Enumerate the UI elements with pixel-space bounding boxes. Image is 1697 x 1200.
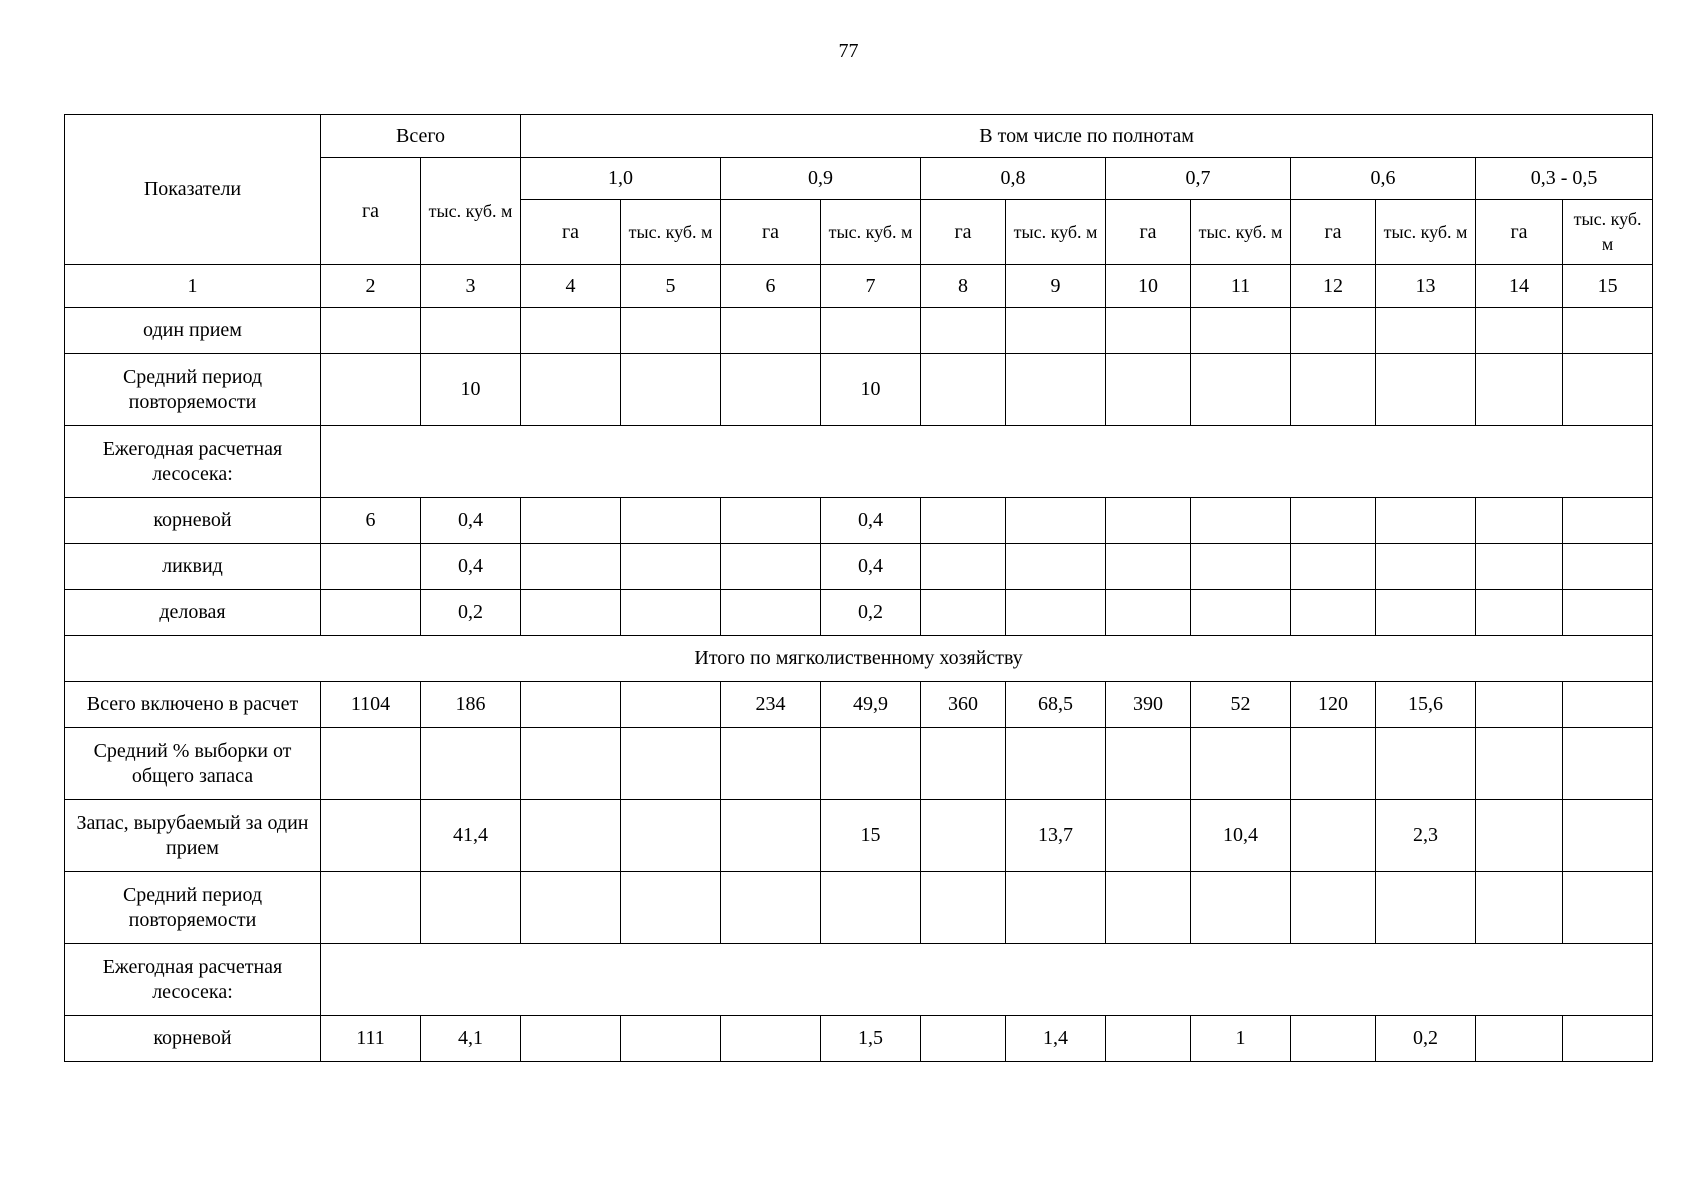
table-cell <box>621 308 721 354</box>
table-cell <box>521 544 621 590</box>
table-cell <box>721 1016 821 1062</box>
header-density-2: 0,9 <box>721 158 921 200</box>
table-cell <box>1563 728 1653 800</box>
table-row <box>65 800 1653 872</box>
table-cell <box>921 354 1006 426</box>
table-cell <box>1291 354 1376 426</box>
table-cell <box>621 354 721 426</box>
column-number: 11 <box>1191 265 1291 308</box>
column-number: 2 <box>321 265 421 308</box>
table-cell: 1,4 <box>1006 1016 1106 1062</box>
table-cell <box>1376 498 1476 544</box>
table-cell: 186 <box>421 682 521 728</box>
table-row <box>65 682 1653 728</box>
header-unit-volume: тыс. куб. м <box>1563 200 1653 265</box>
table-cell <box>921 1016 1006 1062</box>
table-cell <box>821 872 921 944</box>
table-cell <box>1106 590 1191 636</box>
header-row-1 <box>65 115 1653 158</box>
table-cell: 0,4 <box>821 544 921 590</box>
table-cell <box>721 800 821 872</box>
table-cell <box>321 728 421 800</box>
table-cell <box>1106 800 1191 872</box>
table-cell <box>1106 1016 1191 1062</box>
table-cell <box>421 308 521 354</box>
table-cell <box>1191 544 1291 590</box>
table-cell <box>921 308 1006 354</box>
table-cell <box>1476 544 1563 590</box>
table-cell <box>921 728 1006 800</box>
header-unit-volume: тыс. куб. м <box>1006 200 1106 265</box>
table-cell <box>821 728 921 800</box>
column-number: 5 <box>621 265 721 308</box>
table-cell: 0,4 <box>821 498 921 544</box>
table-cell: 0,4 <box>421 544 521 590</box>
table-row-group-heading <box>65 426 1653 498</box>
table-cell <box>1476 590 1563 636</box>
header-total: Всего <box>321 115 521 158</box>
table-cell <box>1006 872 1106 944</box>
header-unit-area: га <box>721 200 821 265</box>
table-cell <box>1106 308 1191 354</box>
table-cell <box>1563 1016 1653 1062</box>
table-cell <box>521 1016 621 1062</box>
header-density-1: 1,0 <box>521 158 721 200</box>
row-label: корневой <box>65 498 321 544</box>
table-cell <box>1476 728 1563 800</box>
header-unit-volume: тыс. куб. м <box>1376 200 1476 265</box>
table-row <box>65 1016 1653 1062</box>
table-cell <box>921 800 1006 872</box>
table-cell: 234 <box>721 682 821 728</box>
table-cell <box>1376 354 1476 426</box>
table-cell <box>621 1016 721 1062</box>
table-cell <box>521 682 621 728</box>
column-number: 6 <box>721 265 821 308</box>
header-density-4: 0,7 <box>1106 158 1291 200</box>
table-cell: 10 <box>421 354 521 426</box>
table-cell <box>721 728 821 800</box>
table-cell <box>1476 354 1563 426</box>
table-cell <box>1376 590 1476 636</box>
header-density-5: 0,6 <box>1291 158 1476 200</box>
table-cell <box>1191 728 1291 800</box>
table-cell <box>521 728 621 800</box>
table-cell <box>1106 728 1191 800</box>
table-cell <box>321 872 421 944</box>
table-cell <box>1476 1016 1563 1062</box>
table-cell <box>421 728 521 800</box>
column-number: 3 <box>421 265 521 308</box>
table-cell <box>1106 354 1191 426</box>
table-row <box>65 590 1653 636</box>
table-cell <box>1476 872 1563 944</box>
table-cell: 6 <box>321 498 421 544</box>
table-cell <box>1291 544 1376 590</box>
column-number: 4 <box>521 265 621 308</box>
row-label: Средний период повторяемости <box>65 872 321 944</box>
column-number: 15 <box>1563 265 1653 308</box>
table-cell: 10 <box>821 354 921 426</box>
table-cell <box>621 590 721 636</box>
table-cell <box>921 872 1006 944</box>
table-row <box>65 308 1653 354</box>
header-density-6: 0,3 - 0,5 <box>1476 158 1653 200</box>
row-label: Средний период повторяемости <box>65 354 321 426</box>
table-cell <box>1563 544 1653 590</box>
header-unit-volume: тыс. куб. м <box>621 200 721 265</box>
table-cell <box>521 354 621 426</box>
table-cell: 111 <box>321 1016 421 1062</box>
table-cell: 52 <box>1191 682 1291 728</box>
table-cell <box>1376 728 1476 800</box>
table-cell: 390 <box>1106 682 1191 728</box>
table-cell <box>1563 800 1653 872</box>
column-number: 10 <box>1106 265 1191 308</box>
table-cell: 0,2 <box>1376 1016 1476 1062</box>
table-cell: 4,1 <box>421 1016 521 1062</box>
section-heading: Итого по мягколиственному хозяйству <box>65 636 1653 682</box>
column-number: 7 <box>821 265 921 308</box>
table-cell: 0,4 <box>421 498 521 544</box>
table-cell <box>721 544 821 590</box>
table-row <box>65 544 1653 590</box>
table-cell: 0,2 <box>821 590 921 636</box>
column-number: 9 <box>1006 265 1106 308</box>
table-cell <box>1291 308 1376 354</box>
header-unit-area: га <box>1106 200 1191 265</box>
column-number-row <box>65 265 1653 308</box>
table-cell <box>521 800 621 872</box>
table-cell <box>721 354 821 426</box>
table-cell <box>1291 498 1376 544</box>
table-row <box>65 498 1653 544</box>
table-cell <box>321 800 421 872</box>
table-cell <box>621 682 721 728</box>
table-cell: 1,5 <box>821 1016 921 1062</box>
table-cell <box>921 544 1006 590</box>
table-cell: 10,4 <box>1191 800 1291 872</box>
table-cell <box>921 590 1006 636</box>
row-label: Средний % выборки от общего запаса <box>65 728 321 800</box>
table-cell <box>321 544 421 590</box>
table-cell: 68,5 <box>1006 682 1106 728</box>
table-cell <box>521 590 621 636</box>
row-label: Ежегодная расчетная лесосека: <box>65 426 321 498</box>
row-label: Ежегодная расчетная лесосека: <box>65 944 321 1016</box>
table-cell: 1 <box>1191 1016 1291 1062</box>
table-cell <box>1376 308 1476 354</box>
row-label: один прием <box>65 308 321 354</box>
table-cell: 2,3 <box>1376 800 1476 872</box>
column-number: 12 <box>1291 265 1376 308</box>
section-heading-row <box>65 636 1653 682</box>
table-cell <box>1106 498 1191 544</box>
table-cell: 15,6 <box>1376 682 1476 728</box>
table-cell <box>721 308 821 354</box>
table-cell: 360 <box>921 682 1006 728</box>
table-cell <box>1476 800 1563 872</box>
table-cell <box>1191 354 1291 426</box>
table-cell <box>1006 590 1106 636</box>
table-cell <box>321 590 421 636</box>
table-cell <box>521 872 621 944</box>
table-cell <box>1106 544 1191 590</box>
table-cell <box>1476 498 1563 544</box>
table-cell: 13,7 <box>1006 800 1106 872</box>
table-cell <box>1191 872 1291 944</box>
forest-density-table <box>64 114 1653 1062</box>
table-cell <box>1563 590 1653 636</box>
column-number: 8 <box>921 265 1006 308</box>
table-cell <box>1006 354 1106 426</box>
table-cell <box>321 354 421 426</box>
table-cell <box>1376 872 1476 944</box>
header-by-density: В том числе по полнотам <box>521 115 1653 158</box>
row-label: ликвид <box>65 544 321 590</box>
table-cell <box>721 498 821 544</box>
column-number: 1 <box>65 265 321 308</box>
table-cell <box>721 872 821 944</box>
table-cell <box>621 498 721 544</box>
table-cell: 15 <box>821 800 921 872</box>
table-cell <box>921 498 1006 544</box>
table-cell <box>821 308 921 354</box>
table-cell <box>621 800 721 872</box>
table-cell <box>1291 728 1376 800</box>
table-cell <box>1006 498 1106 544</box>
row-label: Всего включено в расчет <box>65 682 321 728</box>
table-row <box>65 354 1653 426</box>
merged-empty-cell <box>321 944 1653 1016</box>
row-label: корневой <box>65 1016 321 1062</box>
page-number: 77 <box>838 40 859 62</box>
header-unit-area: га <box>1291 200 1376 265</box>
table-cell <box>1291 590 1376 636</box>
header-unit-volume: тыс. куб. м <box>821 200 921 265</box>
table-cell <box>1563 872 1653 944</box>
table-cell <box>1191 498 1291 544</box>
table-cell <box>1291 1016 1376 1062</box>
header-total-volume: тыс. куб. м <box>421 158 521 265</box>
header-unit-volume: тыс. куб. м <box>1191 200 1291 265</box>
table-cell <box>1106 872 1191 944</box>
header-unit-area: га <box>921 200 1006 265</box>
table-cell <box>1563 682 1653 728</box>
table-cell <box>1291 800 1376 872</box>
row-label: Запас, вырубаемый за один прием <box>65 800 321 872</box>
table-cell: 0,2 <box>421 590 521 636</box>
table-cell <box>521 308 621 354</box>
table-cell <box>1476 682 1563 728</box>
table-cell <box>1006 728 1106 800</box>
table-cell <box>421 872 521 944</box>
table-cell <box>1191 308 1291 354</box>
column-number: 13 <box>1376 265 1476 308</box>
table-cell: 120 <box>1291 682 1376 728</box>
table-row <box>65 872 1653 944</box>
header-density-3: 0,8 <box>921 158 1106 200</box>
table-row <box>65 728 1653 800</box>
table-cell <box>1476 308 1563 354</box>
header-unit-area: га <box>1476 200 1563 265</box>
merged-empty-cell <box>321 426 1653 498</box>
table-cell <box>321 308 421 354</box>
table-cell <box>621 728 721 800</box>
table-cell <box>1563 308 1653 354</box>
table-cell: 49,9 <box>821 682 921 728</box>
table-cell <box>521 498 621 544</box>
table-row-group-heading <box>65 944 1653 1016</box>
table-cell <box>1563 498 1653 544</box>
table-cell: 1104 <box>321 682 421 728</box>
header-indicators: Показатели <box>65 115 321 265</box>
table-cell <box>721 590 821 636</box>
table-cell <box>1563 354 1653 426</box>
table-cell <box>1006 544 1106 590</box>
table-cell <box>1376 544 1476 590</box>
table-cell: 41,4 <box>421 800 521 872</box>
header-unit-area: га <box>521 200 621 265</box>
table-cell <box>1006 308 1106 354</box>
table-cell <box>621 872 721 944</box>
column-number: 14 <box>1476 265 1563 308</box>
table-cell <box>1191 590 1291 636</box>
header-total-area: га <box>321 158 421 265</box>
table-cell <box>621 544 721 590</box>
table-cell <box>1291 872 1376 944</box>
row-label: деловая <box>65 590 321 636</box>
